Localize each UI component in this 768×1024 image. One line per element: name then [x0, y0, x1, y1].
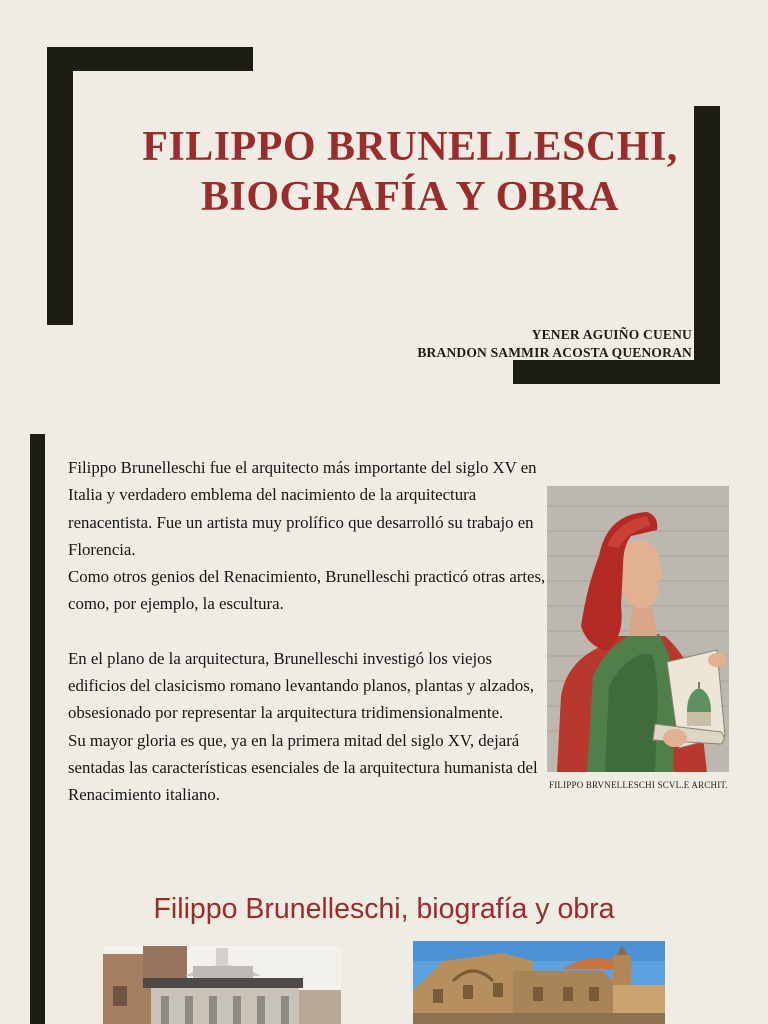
paragraph: Su mayor gloria es que, ya en la primera mitad del siglo XV, dejará sentadas las características esenciales de la arquitectura humanista del Renacimiento italiano. — [68, 730, 538, 805]
building-photo-left — [103, 946, 341, 1024]
frame-bar-left — [47, 47, 73, 325]
building-photo-right — [413, 941, 665, 1024]
slide-title-line2: BIOGRAFÍA Y OBRA — [201, 174, 619, 220]
paragraph: Filippo Brunelleschi fue el arquitecto más importante del siglo XV en Italia y verdadero emblema del nacimiento de la arquitectura renacentista. Fue un artista muy prolífico que desarrolló su trabajo en Florencia. — [68, 458, 537, 559]
biography-slide — [0, 420, 768, 865]
works-slide — [0, 865, 768, 1024]
title-slide — [0, 0, 768, 420]
frame-bar-bottom-right — [513, 360, 720, 384]
slide-title-line1: FILIPPO BRUNELLESCHI, — [142, 124, 678, 170]
slide-title — [90, 122, 730, 222]
vertical-accent-bar — [30, 434, 45, 865]
authors-block — [417, 326, 692, 362]
paragraph: Como otros genios del Renacimiento, Brunelleschi practicó otras artes, como, por ejemplo, la escultura. — [68, 567, 546, 614]
biography-text — [68, 454, 546, 809]
works-slide-title: Filippo Brunelleschi, biografía y obra — [153, 893, 615, 925]
author-name: YENER AGUIÑO CUENU — [531, 327, 692, 342]
frame-bar-top-left — [47, 47, 253, 71]
author-name: BRANDON SAMMIR ACOSTA QUENORAN — [417, 345, 692, 360]
portrait-caption: FILIPPO BRVNELLESCHI SCVL.E ARCHIT. — [549, 780, 728, 790]
paragraph: En el plano de la arquitectura, Brunelleschi investigó los viejos edificios del clasicismo romano levantando planos, plantas y alzados, obsesionado por representar la arquitectura tridimensionalmente. — [68, 648, 535, 723]
vertical-accent-bar — [30, 865, 45, 1024]
brunelleschi-portrait-image — [547, 486, 729, 772]
